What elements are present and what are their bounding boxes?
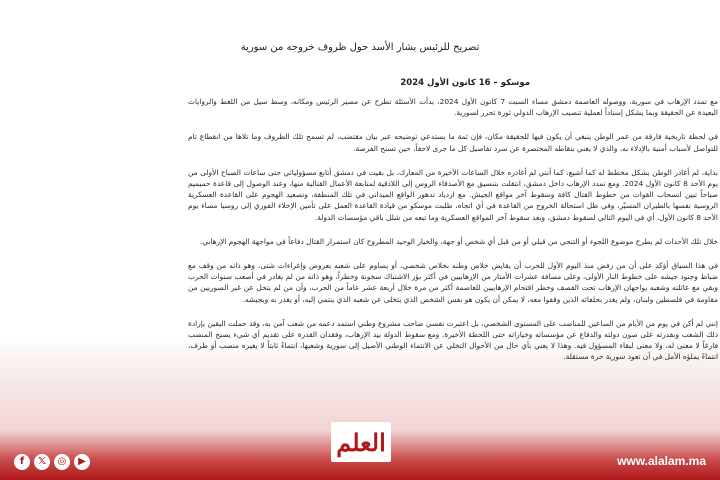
youtube-icon[interactable]: ▶	[74, 454, 90, 470]
dateline: موسكو – 16 كانون الأول 2024	[400, 78, 530, 88]
paragraph: مع تمدد الإرهاب في سورية، ووصوله العاصمة دمشق مساء السبت 7 كانون الأول 2024، بدأت الأسئلة تطرح عن مصير الرئيس ومكانه، وسط سيل من اللغط والروايات البعيدة عن الحقيقة وبما يشكل إسناداً لعملية تنصيب الإرهاب الدولي ثورة تحرر لسورية.	[188, 97, 719, 118]
document-title: تصريح للرئيس بشار الأسد حول ظروف خروجه من سورية	[240, 42, 480, 53]
document-body	[188, 96, 718, 376]
brand-logo[interactable]	[322, 418, 400, 466]
paragraph: في هذا السياق أؤكد على أن من رفض منذ اليوم الأول للحرب أن يقايض خلاص وطنه بخلاص شخصي، أو يساوم على شعبه بعروض وإغراءات شتى، وهو ذاته من وقف مع ضباط وجنود جيشه على خطوط النار الأولى، وعلى مسافة عشرات الأمتار من الإرهابيين في أكثر بؤر الاشتباك سخونة وخطراً، وهو ذاته من لم يغادر في أصعب سنوات الحرب وبقي مع عائلته وشعبه يواجهان الإرهاب تحت القصف وخطر اقتحام الإرهابيين للعاصمة أكثر من مرة خلال أربعة عشر عاماً من الحرب، وأن من لم يتخل عن غير السوريين من مقاومة في فلسطين ولبنان، ولم يغدر بحلفائه الذين وقفوا معه، لا يمكن أن يكون هو نفس الشخص الذي يتخلى عن شعبه الذي ينتمي إليه، أو يغدر به وبجيشه.	[188, 261, 718, 304]
instagram-icon[interactable]: ◎	[54, 454, 70, 470]
twitter-x-icon[interactable]: 𝕏	[34, 454, 50, 470]
paragraph: إنني لم أكن في يوم من الأيام من الساعين للمناصب على المستوى الشخصي، بل اعتبرت نفسي صاحب مشروع وطني استمد دعمه من شعب آمن به، وقد حملت اليقين بإرادة ذلك الشعب وبقدرته على صون دولته والدفاع عن مؤسساته وخياراته حتى اللحظة الأخيرة. ومع سقوط الدولة بيد الإرهاب، وفقدان القدرة على تقديم أي شيء يصبح المنصب فارغاً لا معنى له، ولا معنى لبقاء المسؤول فيه. وهذا لا يعني بأي حال من الأحوال التخلي عن الانتماء الوطني الأصيل إلى سورية وشعبها، انتماءً ثابتاً لا يغيره منصب أو ظرف، انتماءً يملؤه الأمل في أن تعود سورية حرة مستقلة.	[188, 318, 718, 362]
paragraph: بداية، لم أغادر الوطن بشكل مخطط له كما أشيع، كما أنني لم أغادره خلال الساعات الأخيرة من المعارك، بل بقيت في دمشق أتابع مسؤولياتي حتى ساعات الصباح الأولى من يوم الأحد 8 كانون الأول 2024. ومع تمدد الإرهاب داخل دمشق، انتقلت بتنسيق مع الأصدقاء الروس إلى اللاذقية لمتابعة الأعمال القتالية منها، وعند الوصول إلى قاعدة حميميم صباحاً تبين انسحاب القوات من خطوط القتال كافة وسقوط آخر مواقع الجيش. مع ازدياد تدهور الواقع الميداني في تلك المنطقة، وتصعيد الهجوم على القاعدة العسكرية الروسية نفسها بالطيران المسيّر، وفي ظل استحالة الخروج من القاعدة في أي اتجاه، طلبت موسكو من قيادة القاعدة العمل على تأمين الإخلاء الفوري إلى روسيا مساء يوم الأحد 8 كانون الأول، أي في اليوم التالي لسقوط دمشق، وبعد سقوط آخر المواقع العسكرية وما تبعه من شلل باقي مؤسسات الدولة.	[188, 167, 719, 222]
website-link[interactable]: www.alalam.ma	[617, 454, 706, 468]
paragraph: في لحظة تاريخية فارقة من عمر الوطن ينبغي أن يكون فيها للحقيقة مكان، فإن ثمة ما يستدعي توضيحه عبر بيان مقتضب، لم تسمح تلك الظروف وما تلاها من انقطاع تام للتواصل لأسباب أمنية بالإدلاء به، والذي لا يغني بنقاطه المختصرة عن سرد تفاصيل كل ما جرى لاحقاً، حين تسنح الفرصة.	[188, 132, 718, 153]
logo-wordmark: العلم	[331, 422, 391, 462]
paragraph: خلال تلك الأحداث لم يطرح موضوع اللجوء أو التنحي من قبلي أو من قبل أي شخص أو جهة، والخيار الوحيد المطروح كان استمرار القتال دفاعاً في مواجهة الهجوم الإرهابي.	[199, 236, 718, 246]
facebook-icon[interactable]: f	[14, 454, 30, 470]
social-links	[14, 454, 90, 470]
footer-bar	[0, 410, 720, 480]
